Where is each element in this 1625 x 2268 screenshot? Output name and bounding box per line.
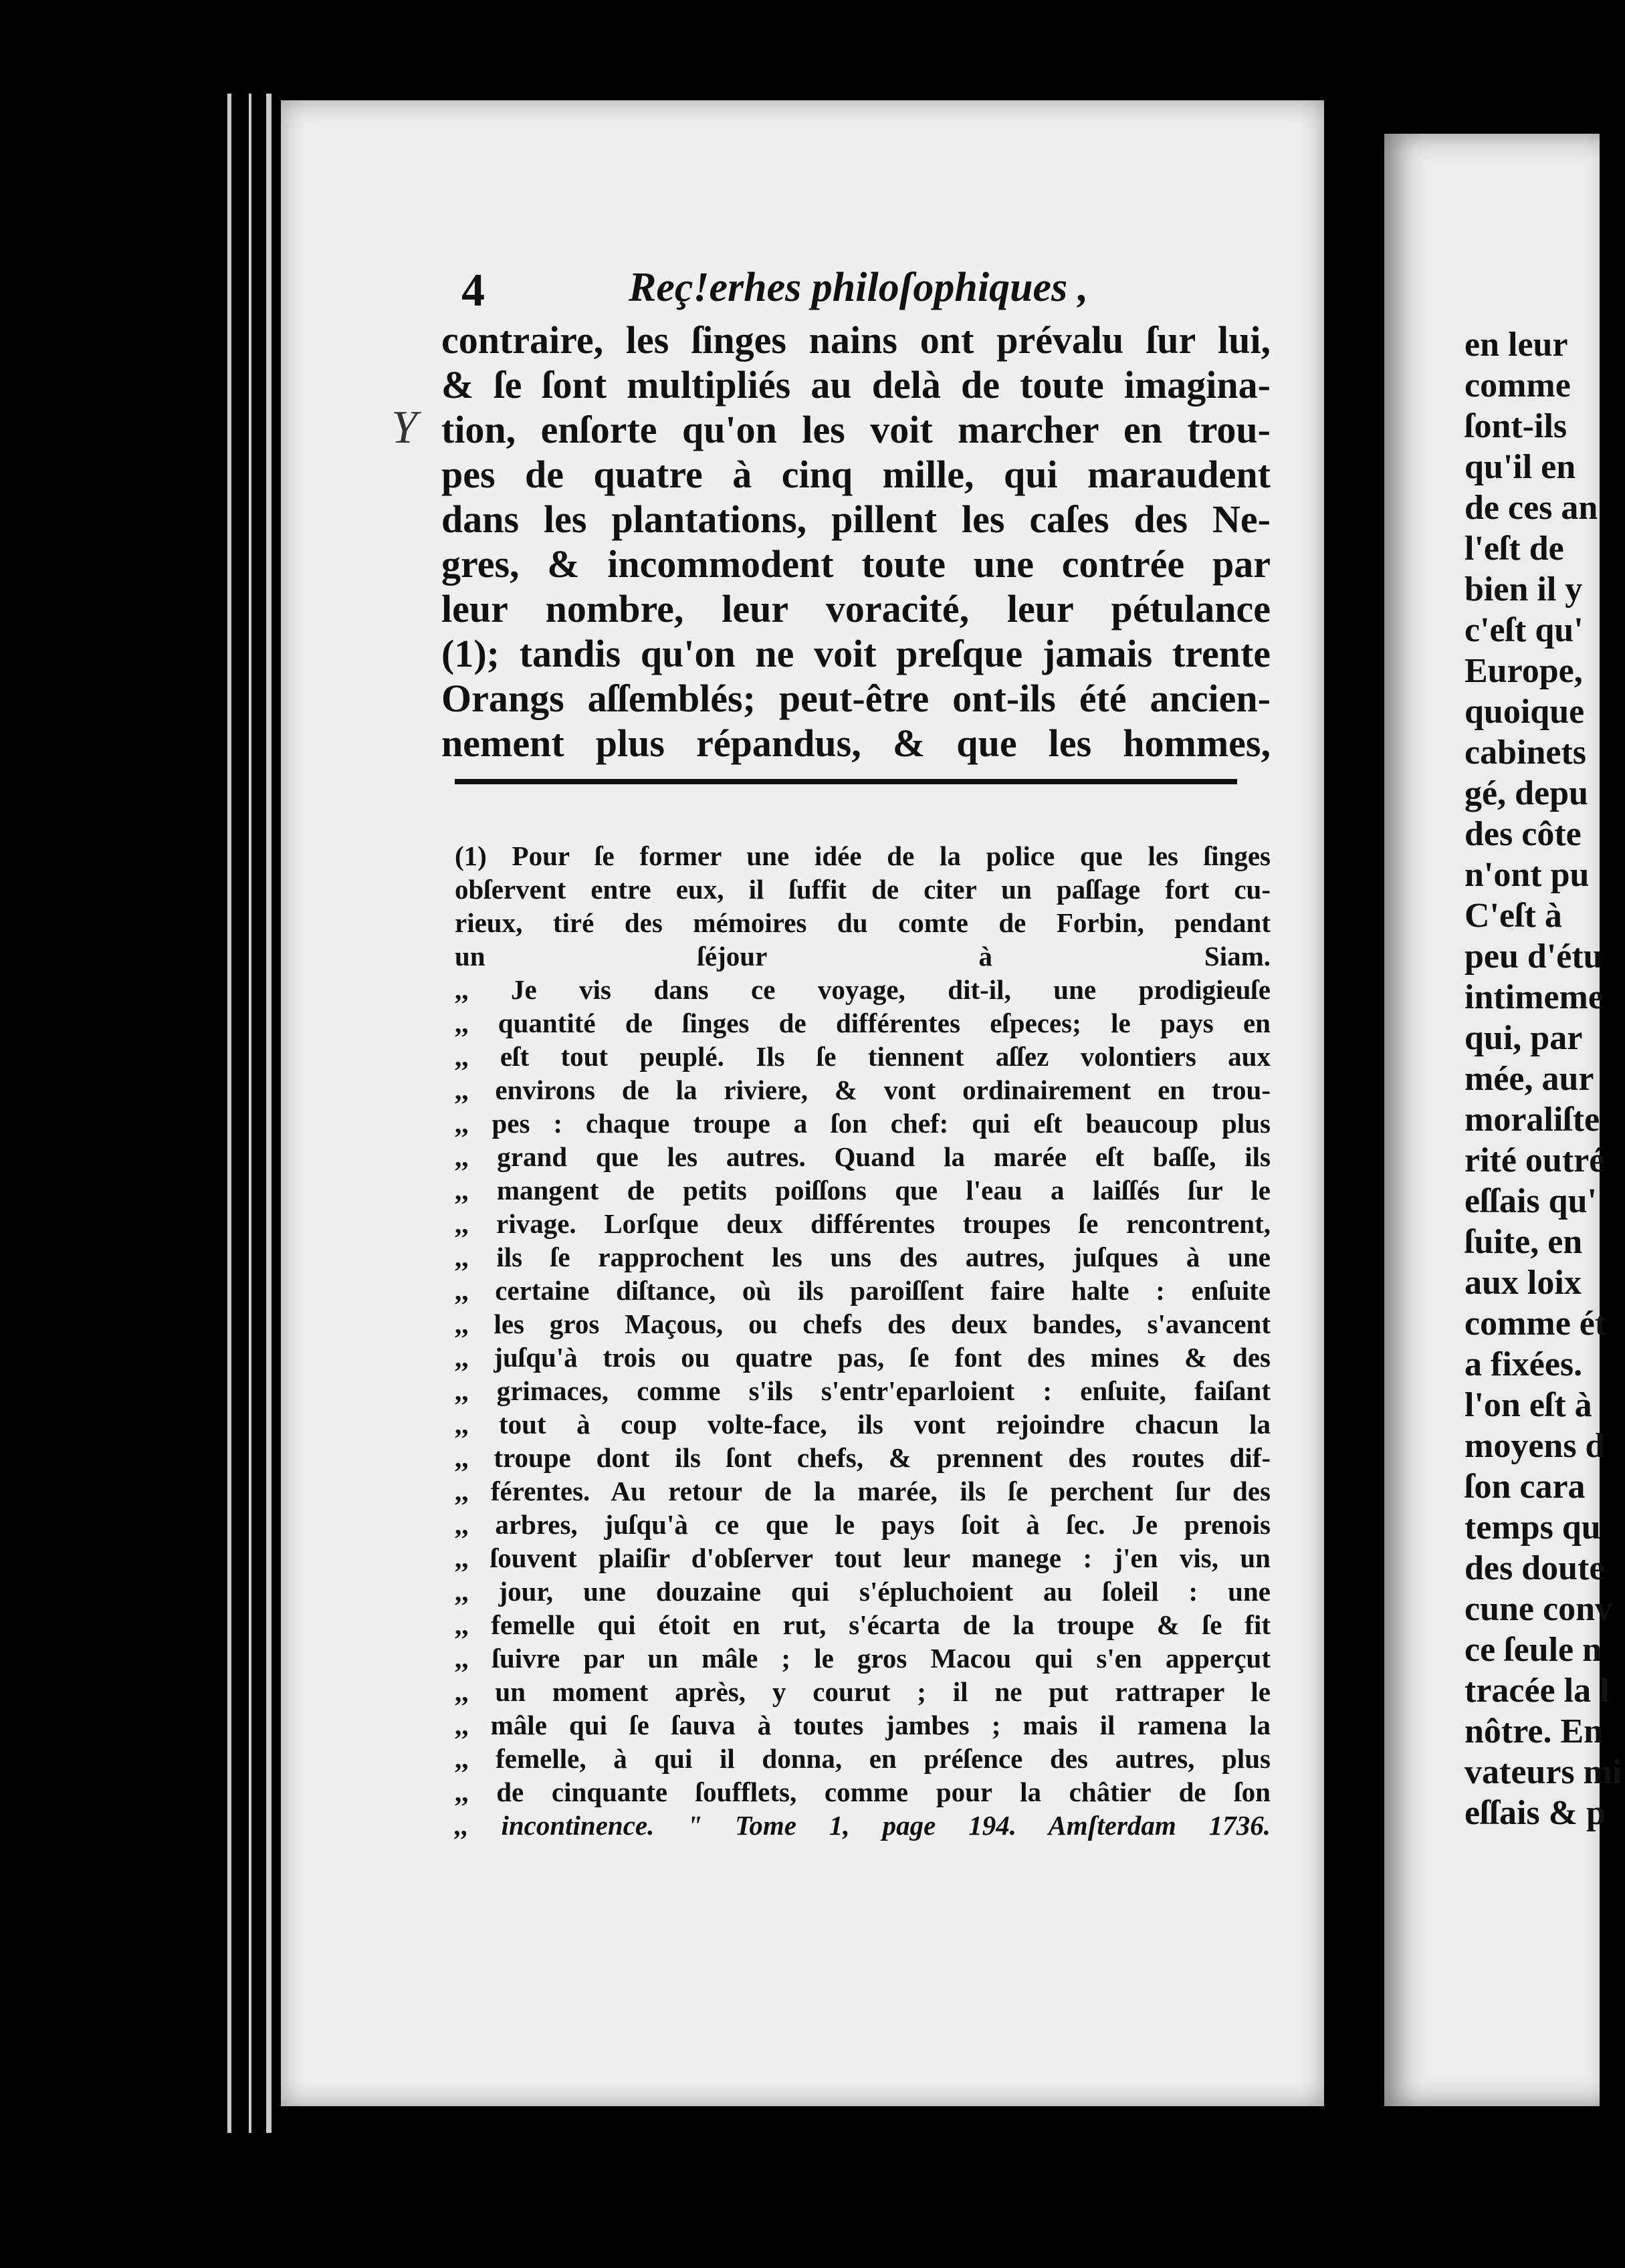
facing-page-line: ſon cara: [1465, 1468, 1586, 1506]
text-line: gres, & incommodent toute une contrée par: [441, 542, 1271, 586]
facing-page-line: intimeme: [1465, 978, 1604, 1016]
facing-page-line: comme: [1465, 366, 1571, 405]
facing-page-line: eſſais qu': [1465, 1182, 1597, 1220]
facing-page-line: mée, aur: [1465, 1060, 1594, 1098]
text-line: nement plus répandus, & que les hommes,: [441, 721, 1271, 765]
footnote-quote-line: ,, femelle qui étoit en rut, s'écarta de la troupe & ſe fit: [455, 1609, 1271, 1640]
facing-page-line: peu d'étu: [1465, 937, 1603, 976]
binding-line: [266, 94, 272, 2133]
facing-page-line: nôtre. En: [1465, 1712, 1604, 1750]
facing-page-line: bien il y: [1465, 570, 1583, 608]
facing-page-line: eſſais & p: [1465, 1794, 1606, 1832]
facing-page-line: Europe,: [1465, 652, 1583, 690]
facing-page-line: qui, par: [1465, 1019, 1583, 1057]
footnote-quote-line: ,, femelle, à qui il donna, en préſence des autres, plus: [455, 1743, 1271, 1774]
footnote-quote-line: ,, les gros Maçous, ou chefs des deux bandes, s'avancent: [455, 1309, 1271, 1339]
facing-page-line: temps qu: [1465, 1508, 1601, 1547]
marginal-mark: Y: [391, 402, 417, 453]
facing-page-line: a fixées.: [1465, 1345, 1583, 1383]
footnote-line: rieux, tiré des mémoires du comte de Forbin, pendant: [455, 907, 1271, 938]
facing-page-line: l'eſt de: [1465, 530, 1564, 568]
footnote-quote-line: ,, environs de la riviere, & vont ordinairement en trou-: [455, 1074, 1271, 1105]
facing-page-line: des côte: [1465, 815, 1582, 853]
footnote-quote-line: ,, troupe dont ils ſont chefs, & prennent des routes dif-: [455, 1442, 1271, 1473]
footnote-quote-line: ,, grimaces, comme s'ils s'entr'eparloient : enſuite, faiſant: [455, 1375, 1271, 1406]
footnote-quote-line: ,, juſqu'à trois ou quatre pas, ſe font des mines & des: [455, 1342, 1271, 1373]
footnote-quote-line: ,, certaine diſtance, où ils paroiſſent faire halte : enſuite: [455, 1275, 1271, 1306]
facing-page-line: moraliſte: [1465, 1101, 1600, 1139]
facing-page-line: quoique: [1465, 693, 1585, 731]
facing-page-line: n'ont pu: [1465, 856, 1590, 894]
footnote-line: obſervent entre eux, il ſuffit de citer un paſſage fort cu-: [455, 874, 1271, 905]
facing-page-line: ſuite, en: [1465, 1223, 1583, 1261]
facing-page-line: de ces an: [1465, 489, 1598, 527]
running-head-title: Reç!erhes philoſophiques ,: [629, 265, 1089, 310]
footnote-intro: [455, 839, 1271, 973]
footnote-quote-line: ,, eſt tout peuplé. Ils ſe tiennent aſſez volontiers aux: [455, 1041, 1271, 1072]
text-line: Orangs aſſemblés; peut-être ont-ils été ancien-: [441, 677, 1271, 720]
facing-page-text: [1465, 324, 1625, 1833]
facing-page-line: aux loix: [1465, 1264, 1582, 1302]
facing-page-line: rité outré: [1465, 1141, 1605, 1179]
footnote-citation: ,, incontinence. " Tome 1, page 194. Amſterdam 1736.: [455, 1810, 1271, 1841]
footnote-quote-line: ,, rivage. Lorſque deux différentes troupes ſe rencontrent,: [455, 1208, 1271, 1239]
footnote-quote-line: ,, arbres, juſqu'à ce que le pays ſoit à ſec. Je prenois: [455, 1509, 1271, 1540]
footnote-quote-line: ,, ils ſe rapprochent les uns des autres, juſques à une: [455, 1242, 1271, 1272]
facing-page-line: cabinets: [1465, 733, 1586, 772]
facing-page-line: moyens d: [1465, 1427, 1605, 1465]
facing-page-line: comme ét: [1465, 1305, 1607, 1343]
text-line: leur nombre, leur voracité, leur pétulance: [441, 587, 1271, 631]
facing-page-line: ſont-ils: [1465, 407, 1567, 445]
footnote-quote-line: ,, quantité de ſinges de différentes eſpeces; le pays en: [455, 1008, 1271, 1038]
footnote-quote: [455, 973, 1271, 1809]
facing-page-line: cune conv: [1465, 1590, 1612, 1628]
facing-page-line: en leur: [1465, 326, 1568, 364]
text-line: (1); tandis qu'on ne voit preſque jamais trente: [441, 632, 1271, 675]
footnote-quote-line: ,, mâle qui ſe ſauva à toutes jambes ; mais il ramena la: [455, 1710, 1271, 1740]
facing-page-line: ce ſeule n: [1465, 1631, 1602, 1669]
facing-page-line: gé, depu: [1465, 774, 1588, 812]
facing-page-line: vateurs mi: [1465, 1753, 1622, 1791]
footnote-quote-line: ,, Je vis dans ce voyage, dit-il, une prodigieuſe: [455, 974, 1271, 1005]
footnote-quote-line: ,, de cinquante ſoufflets, comme pour la châtier de ſon: [455, 1777, 1271, 1807]
facing-page-line: C'eſt à: [1465, 897, 1562, 935]
facing-page-line: l'on eſt à: [1465, 1386, 1592, 1424]
facing-page-line: qu'il en: [1465, 448, 1576, 486]
text-line: tion, enſorte qu'on les voit marcher en trou-: [441, 408, 1271, 451]
footnote-line: un ſéjour à Siam.: [455, 941, 1271, 972]
text-line: dans les plantations, pillent les caſes des Ne-: [441, 497, 1271, 541]
text-line: pes de quatre à cinq mille, qui maraudent: [441, 453, 1271, 496]
footnote-quote-line: ,, mangent de petits poiſſons que l'eau a laiſſés ſur le: [455, 1175, 1271, 1206]
footnote-quote-line: ,, tout à coup volte-face, ils vont rejoindre chacun la: [455, 1409, 1271, 1440]
text-line: & ſe ſont multipliés au delà de toute imagina-: [441, 363, 1271, 407]
footnote-quote-line: ,, ſuivre par un mâle ; le gros Macou qui s'en apperçut: [455, 1643, 1271, 1674]
facing-page-line: des doute: [1465, 1549, 1605, 1587]
footnote-quote-line: ,, grand que les autres. Quand la marée eſt baſſe, ils: [455, 1141, 1271, 1172]
footnote: [455, 839, 1271, 1842]
footnote-quote-line: ,, férentes. Au retour de la marée, ils ſe perchent ſur des: [455, 1476, 1271, 1506]
footnote-quote-line: ,, pes : chaque troupe a ſon chef: qui eſt beaucoup plus: [455, 1108, 1271, 1139]
footnote-quote-line: ,, ſouvent plaiſir d'obſerver tout leur manege : j'en vis, un: [455, 1543, 1271, 1573]
footnote-quote-line: ,, un moment après, y courut ; il ne put rattraper le: [455, 1676, 1271, 1707]
facing-page-line: c'eſt qu': [1465, 611, 1584, 649]
main-text: [441, 318, 1271, 766]
footnote-rule: [455, 779, 1237, 784]
binding-line: [249, 94, 251, 2133]
book-spine: [1324, 100, 1384, 2133]
footnote-line: (1) Pour ſe former une idée de la police que les ſinges: [455, 840, 1271, 871]
binding-line: [227, 94, 231, 2133]
facing-page-line: tracée la l: [1465, 1672, 1610, 1710]
text-line: contraire, les ſinges nains ont prévalu ſur lui,: [441, 318, 1271, 362]
footnote-quote-line: ,, jour, une douzaine qui s'épluchoient au ſoleil : une: [455, 1576, 1271, 1607]
page-number: 4: [461, 265, 485, 316]
